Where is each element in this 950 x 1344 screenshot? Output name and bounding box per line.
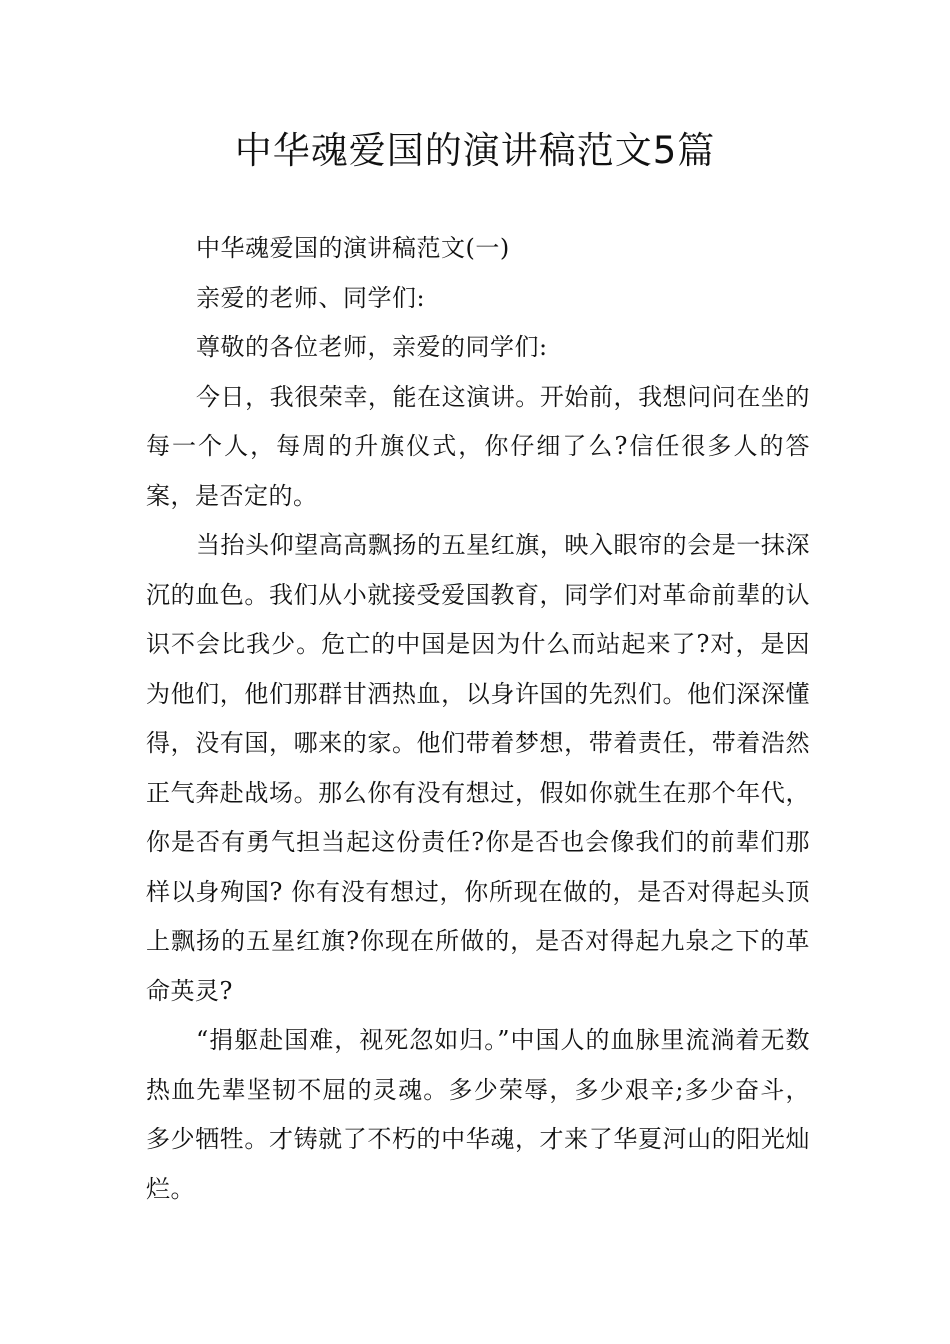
greeting-paragraph: 尊敬的各位老师，亲爱的同学们: (196, 333, 548, 361)
document-body (146, 224, 810, 1214)
document-title: 中华魂爱国的演讲稿范文5篇 (234, 129, 716, 172)
body-paragraph: 当抬头仰望高高飘扬的五星红旗，映入眼帘的会是一抹深沉的血色。我们从小就接受爱国教育，同学们对革命前辈的认识不会比我少。危亡的中国是因为什么而站起来了?对，是因为他们，他们那群甘洒热血，以身许国的先烈们。他们深深懂得，没有国，哪来的家。他们带着梦想，带着责任，带着浩然正气奔赴战场。那么你有没有想过，假如你就生在那个年代，你是否有勇气担当起这份责任?你是否也会像我们的前辈们那样以身殉国? 你有没有想过，你所现在做的，是否对得起头顶上飘扬的五星红旗?你现在所做的，是否对得起九泉之下的革命英灵? (146, 531, 810, 1005)
section-heading: 中华魂爱国的演讲稿范文(一) (196, 234, 510, 262)
salutation-paragraph: 亲爱的老师、同学们: (196, 283, 426, 312)
body-paragraph: “捐躯赴国难，视死忽如归。”中国人的血脉里流淌着无数热血先辈坚韧不屈的灵魂。多少荣辱，多少艰辛;多少奋斗，多少牺牲。才铸就了不朽的中华魂，才来了华夏河山的阳光灿烂。 (146, 1026, 810, 1203)
body-paragraph: 今日，我很荣幸，能在这演讲。开始前，我想问问在坐的每一个人，每周的升旗仪式，你仔细了么?信任很多人的答案，是否定的。 (146, 382, 810, 510)
